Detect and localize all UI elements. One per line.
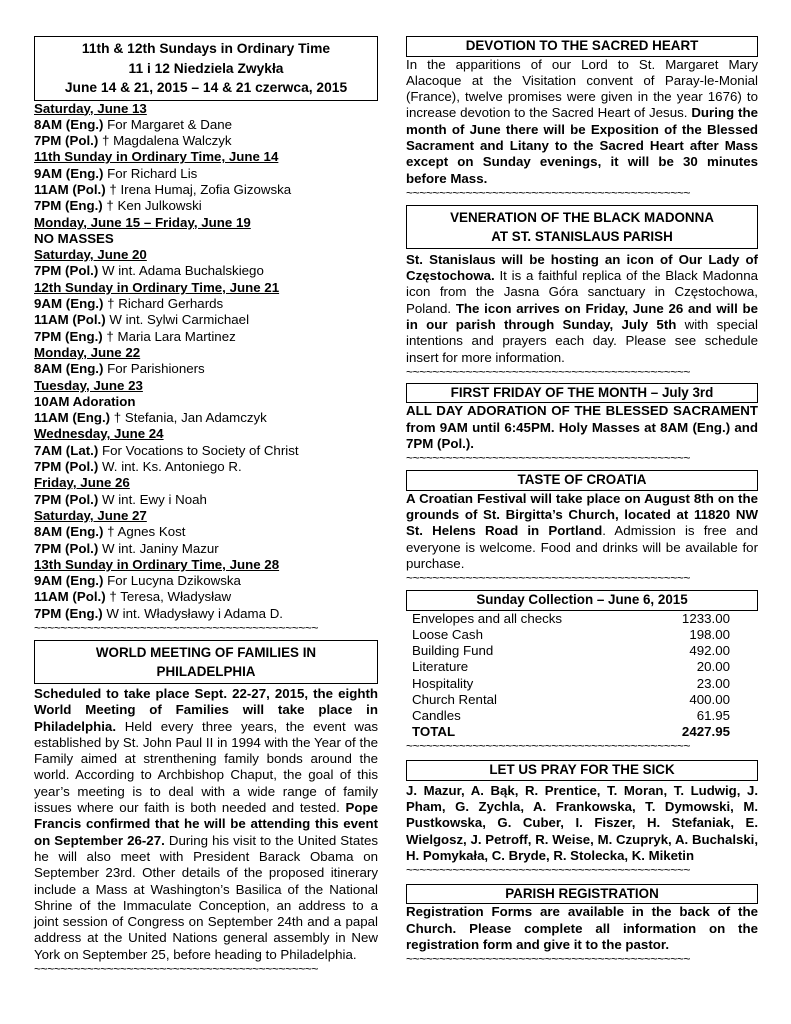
collection-amount: 20.00 xyxy=(696,659,730,675)
first-friday-title: FIRST FRIDAY OF THE MONTH – July 3rd xyxy=(406,383,758,404)
first-friday-bold: ALL DAY ADORATION OF THE BLESSED SACRAMENT from 9AM until 6:45PM. Holy Masses at 8AM (Eng.) and 7PM (Pol.). xyxy=(406,403,758,452)
divider: ~~~~~~~~~~~~~~~~~~~~~~~~~~~~~~~~~~~~~~~~~~~ xyxy=(406,186,691,199)
mass-intention: † Maria Lara Martinez xyxy=(106,328,236,344)
schedule-note: NO MASSES xyxy=(34,230,114,246)
mass-intention: For Richard Lis xyxy=(107,165,198,181)
collection-row xyxy=(406,627,758,643)
collection-row xyxy=(406,643,758,659)
collection-row xyxy=(406,611,758,627)
mass-intention: W int. Sylwi Carmichael xyxy=(109,312,250,328)
registration-title: PARISH REGISTRATION xyxy=(406,884,758,905)
collection-total-label: TOTAL xyxy=(412,724,456,740)
schedule-day-heading: Friday, June 26 xyxy=(34,475,130,491)
schedule-mass xyxy=(34,443,378,459)
mass-time: 7PM (Pol.) xyxy=(34,459,99,475)
sacred-heart-bold-1: During the month of June there will be Exposition of the Blessed Sacrament and Litany to the Sacred Heart after Mass except on Sunday evenings, it will be 30 minutes before Mass. xyxy=(406,105,758,186)
madonna-bold-1: St. Stanislaus will be hosting an icon of Our Lady of Częstochowa. xyxy=(406,251,758,284)
schedule-mass xyxy=(34,329,378,345)
mass-intention: † Magdalena Walczyk xyxy=(101,133,232,149)
bulletin-header xyxy=(34,36,378,101)
collection-amount: 23.00 xyxy=(696,675,730,691)
sick-title: LET US PRAY FOR THE SICK xyxy=(406,760,758,781)
sacred-heart-text-1: In the apparitions of our Lord to St. Margaret Mary Alacoque at the Visitation convent of Paray-le-Monial (France), twelve promises were given in the year 1676) to increase devotion to the Sacred Heart of Jesus. xyxy=(406,56,758,121)
wmof-title-line-2: PHILADELPHIA xyxy=(156,664,256,679)
header-line-3: June 14 & 21, 2015 – 14 & 21 czerwca, 2015 xyxy=(64,80,348,95)
collection-amount: 198.00 xyxy=(689,627,730,643)
mass-intention: † Richard Gerhards xyxy=(107,296,224,312)
collection-title: Sunday Collection – June 6, 2015 xyxy=(406,590,758,611)
mass-time: 7PM (Pol.) xyxy=(34,263,99,279)
schedule-mass xyxy=(34,541,378,557)
wmof-bold-2: Pope Francis confirmed that he will be attending this event on September 26-27. xyxy=(34,800,378,848)
schedule-day-heading: Tuesday, June 23 xyxy=(34,377,143,393)
schedule-mass xyxy=(34,263,378,279)
mass-intention: † Teresa, Władysław xyxy=(109,589,232,605)
divider: ~~~~~~~~~~~~~~~~~~~~~~~~~~~~~~~~~~~~~~~~~~~ xyxy=(406,953,691,966)
mass-time: 7AM (Lat.) xyxy=(34,442,99,458)
first-friday-text xyxy=(406,403,758,452)
collection-label: Church Rental xyxy=(412,691,497,707)
madonna-title xyxy=(406,205,758,249)
croatia-title: TASTE OF CROATIA xyxy=(406,470,758,491)
schedule-mass xyxy=(34,166,378,182)
mass-intention: W. int. Ks. Antoniego R. xyxy=(101,459,242,475)
mass-schedule xyxy=(34,101,378,623)
wmof-title-line-1: WORLD MEETING OF FAMILIES IN xyxy=(95,645,317,660)
divider: ~~~~~~~~~~~~~~~~~~~~~~~~~~~~~~~~~~~~~~~~~~~ xyxy=(34,622,319,634)
mass-time: 7PM (Pol.) xyxy=(34,491,99,507)
mass-intention: W int. Ewy i Noah xyxy=(101,491,207,507)
wmof-text-2: During his visit to the United States he will also meet with President Barack Obama on September 23rd. Other details of the proposed itinerary include a Mass at Washington’s Basilica of the National Shrine of the Immaculate Conception, an address to a joint session of Congress on September 24th and a papal address at the United Nations general assembly in New York on September 25, before heading to Philadelphia. xyxy=(34,832,378,962)
mass-time: 8AM (Eng.) xyxy=(34,361,104,377)
wmof-text-1: Held every three years, the event was established by St. John Paul II in 1994 with the Year of the Family aimed at strenthening family bonds around the world. According to Archbishop Chaput, the goal of this year’s meeting is to deal with a wide range of family issues where our faith is both needed and tested. xyxy=(34,718,378,816)
collection-label: Literature xyxy=(412,659,469,675)
schedule-note: 10AM Adoration xyxy=(34,393,136,409)
croatia-text-1: . Admission is free and everyone is welcome. Food and drinks will be available for purchase. xyxy=(406,523,759,572)
mass-intention: † Agnes Kost xyxy=(107,524,186,540)
collection-label: Loose Cash xyxy=(412,627,483,643)
collection-row xyxy=(406,692,758,708)
madonna-title-line-2: AT ST. STANISLAUS PARISH xyxy=(491,228,673,244)
madonna-text-2: with special intentions and prayers each day. Please see schedule insert for more information. xyxy=(406,317,758,365)
collection-label: Building Fund xyxy=(412,643,494,659)
collection-label: Candles xyxy=(412,708,461,724)
schedule-mass xyxy=(34,312,378,328)
mass-time: 7PM (Pol.) xyxy=(34,540,99,556)
schedule-day-heading: Saturday, June 13 xyxy=(34,100,147,116)
collection-label: Hospitality xyxy=(412,675,474,691)
wmof-text xyxy=(34,686,378,963)
collection-total-amount: 2427.95 xyxy=(681,724,730,740)
mass-time: 11AM (Pol.) xyxy=(34,589,106,605)
schedule-mass xyxy=(34,296,378,312)
mass-time: 7PM (Eng.) xyxy=(34,198,103,214)
mass-time: 7PM (Eng.) xyxy=(34,605,103,621)
wmof-bold-1: Scheduled to take place Sept. 22-27, 2015, the eighth World Meeting of Families will take place in Philadelphia. xyxy=(34,686,378,734)
schedule-mass xyxy=(34,573,378,589)
mass-time: 9AM (Eng.) xyxy=(34,296,104,312)
schedule-day-heading: Saturday, June 27 xyxy=(34,507,147,523)
schedule-mass xyxy=(34,524,378,540)
croatia-text xyxy=(406,491,758,572)
mass-time: 11AM (Pol.) xyxy=(34,181,106,197)
collection-amount: 400.00 xyxy=(689,691,730,707)
divider: ~~~~~~~~~~~~~~~~~~~~~~~~~~~~~~~~~~~~~~~~~~~ xyxy=(406,740,691,753)
left-column xyxy=(34,36,378,975)
mass-intention: † Ken Julkowski xyxy=(106,198,202,214)
schedule-mass xyxy=(34,198,378,214)
schedule-mass xyxy=(34,410,378,426)
mass-time: 11AM (Pol.) xyxy=(34,312,106,328)
collection-total-row xyxy=(406,724,758,740)
schedule-mass xyxy=(34,459,378,475)
mass-intention: † Stefania, Jan Adamczyk xyxy=(113,410,267,426)
collection-amount: 61.95 xyxy=(696,708,730,724)
divider: ~~~~~~~~~~~~~~~~~~~~~~~~~~~~~~~~~~~~~~~~~~~ xyxy=(406,452,691,465)
registration-text xyxy=(406,904,758,953)
divider: ~~~~~~~~~~~~~~~~~~~~~~~~~~~~~~~~~~~~~~~~~~~ xyxy=(406,863,691,876)
collection-label: Envelopes and all checks xyxy=(412,610,563,626)
sick-list: J. Mazur, A. Bąk, R. Prentice, T. Moran, T. Ludwig, J. Pham, G. Zychla, A. Frankowska, T. Dymowski, M. Pustkowska, G. Cuber, I. Fiszer, H. Stefaniak, E. Wielgosz, J. Petroff, R. Weise, M. Czupryk, A. Buchalski, H. Pomykała, C. Bryde, R. Stolecka, K. Miketin xyxy=(406,782,758,863)
collection-row xyxy=(406,708,758,724)
schedule-day-heading: Monday, June 15 – Friday, June 19 xyxy=(34,214,251,230)
madonna-bold-2: The icon arrives on Friday, June 26 and will be in our parish through Sunday, July 5th xyxy=(406,300,759,333)
mass-intention: W int. Adama Buchalskiego xyxy=(101,263,264,279)
mass-time: 9AM (Eng.) xyxy=(34,573,104,589)
schedule-mass xyxy=(34,182,378,198)
schedule-mass xyxy=(34,361,378,377)
sacred-heart-title: DEVOTION TO THE SACRED HEART xyxy=(406,36,758,57)
madonna-title-line-1: VENERATION OF THE BLACK MADONNA xyxy=(450,209,714,225)
schedule-mass xyxy=(34,492,378,508)
collection-row xyxy=(406,659,758,675)
mass-intention: For Lucyna Dzikowska xyxy=(107,573,241,589)
mass-time: 8AM (Eng.) xyxy=(34,524,104,540)
madonna-text xyxy=(406,252,758,366)
schedule-mass xyxy=(34,117,378,133)
croatia-bold-1: A Croatian Festival will take place on August 8th on the grounds of St. Birgitta’s Church, located at 11820 NW St. Helens Road in Portland xyxy=(406,490,758,539)
madonna-text-1: It is a faithful replica of the Black Madonna icon from the Jasna Góra sanctuary in Częstochowa, Poland. xyxy=(406,268,758,316)
schedule-mass xyxy=(34,133,378,149)
schedule-day-heading: 13th Sunday in Ordinary Time, June 28 xyxy=(34,556,280,572)
divider: ~~~~~~~~~~~~~~~~~~~~~~~~~~~~~~~~~~~~~~~~~~~ xyxy=(34,963,319,976)
mass-intention: For Vocations to Society of Christ xyxy=(101,442,299,458)
mass-intention: For Parishioners xyxy=(107,361,205,377)
mass-time: 11AM (Eng.) xyxy=(34,410,111,426)
mass-time: 9AM (Eng.) xyxy=(34,165,104,181)
right-column xyxy=(406,36,758,965)
collection-amount: 1233.00 xyxy=(681,610,730,626)
sacred-heart-text xyxy=(406,57,758,187)
schedule-day-heading: 11th Sunday in Ordinary Time, June 14 xyxy=(34,149,279,165)
collection-table xyxy=(406,611,758,741)
mass-intention: † Irena Humaj, Zofia Gizowska xyxy=(109,181,292,197)
mass-time: 7PM (Pol.) xyxy=(34,133,99,149)
schedule-day-heading: Wednesday, June 24 xyxy=(34,426,164,442)
registration-bold: Registration Forms are available in the back of the Church. Please complete all information on the registration form and give it to the pastor. xyxy=(406,904,758,953)
collection-amount: 492.00 xyxy=(689,643,730,659)
mass-time: 8AM (Eng.) xyxy=(34,116,104,132)
mass-time: 7PM (Eng.) xyxy=(34,328,103,344)
schedule-mass xyxy=(34,606,378,622)
mass-intention: W int. Władysławy i Adama D. xyxy=(106,605,284,621)
header-line-1: 11th & 12th Sundays in Ordinary Time xyxy=(81,41,331,56)
header-line-2: 11 i 12 Niedziela Zwykła xyxy=(128,60,284,76)
divider: ~~~~~~~~~~~~~~~~~~~~~~~~~~~~~~~~~~~~~~~~~~~ xyxy=(406,365,691,378)
schedule-day-heading: Saturday, June 20 xyxy=(34,247,147,263)
wmof-title xyxy=(34,640,378,684)
schedule-mass xyxy=(34,589,378,605)
mass-intention: W int. Janiny Mazur xyxy=(101,540,219,556)
mass-intention: For Margaret & Dane xyxy=(107,116,233,132)
collection-row xyxy=(406,676,758,692)
schedule-day-heading: Monday, June 22 xyxy=(34,344,141,360)
divider: ~~~~~~~~~~~~~~~~~~~~~~~~~~~~~~~~~~~~~~~~~~~ xyxy=(406,572,691,585)
schedule-day-heading: 12th Sunday in Ordinary Time, June 21 xyxy=(34,279,280,295)
